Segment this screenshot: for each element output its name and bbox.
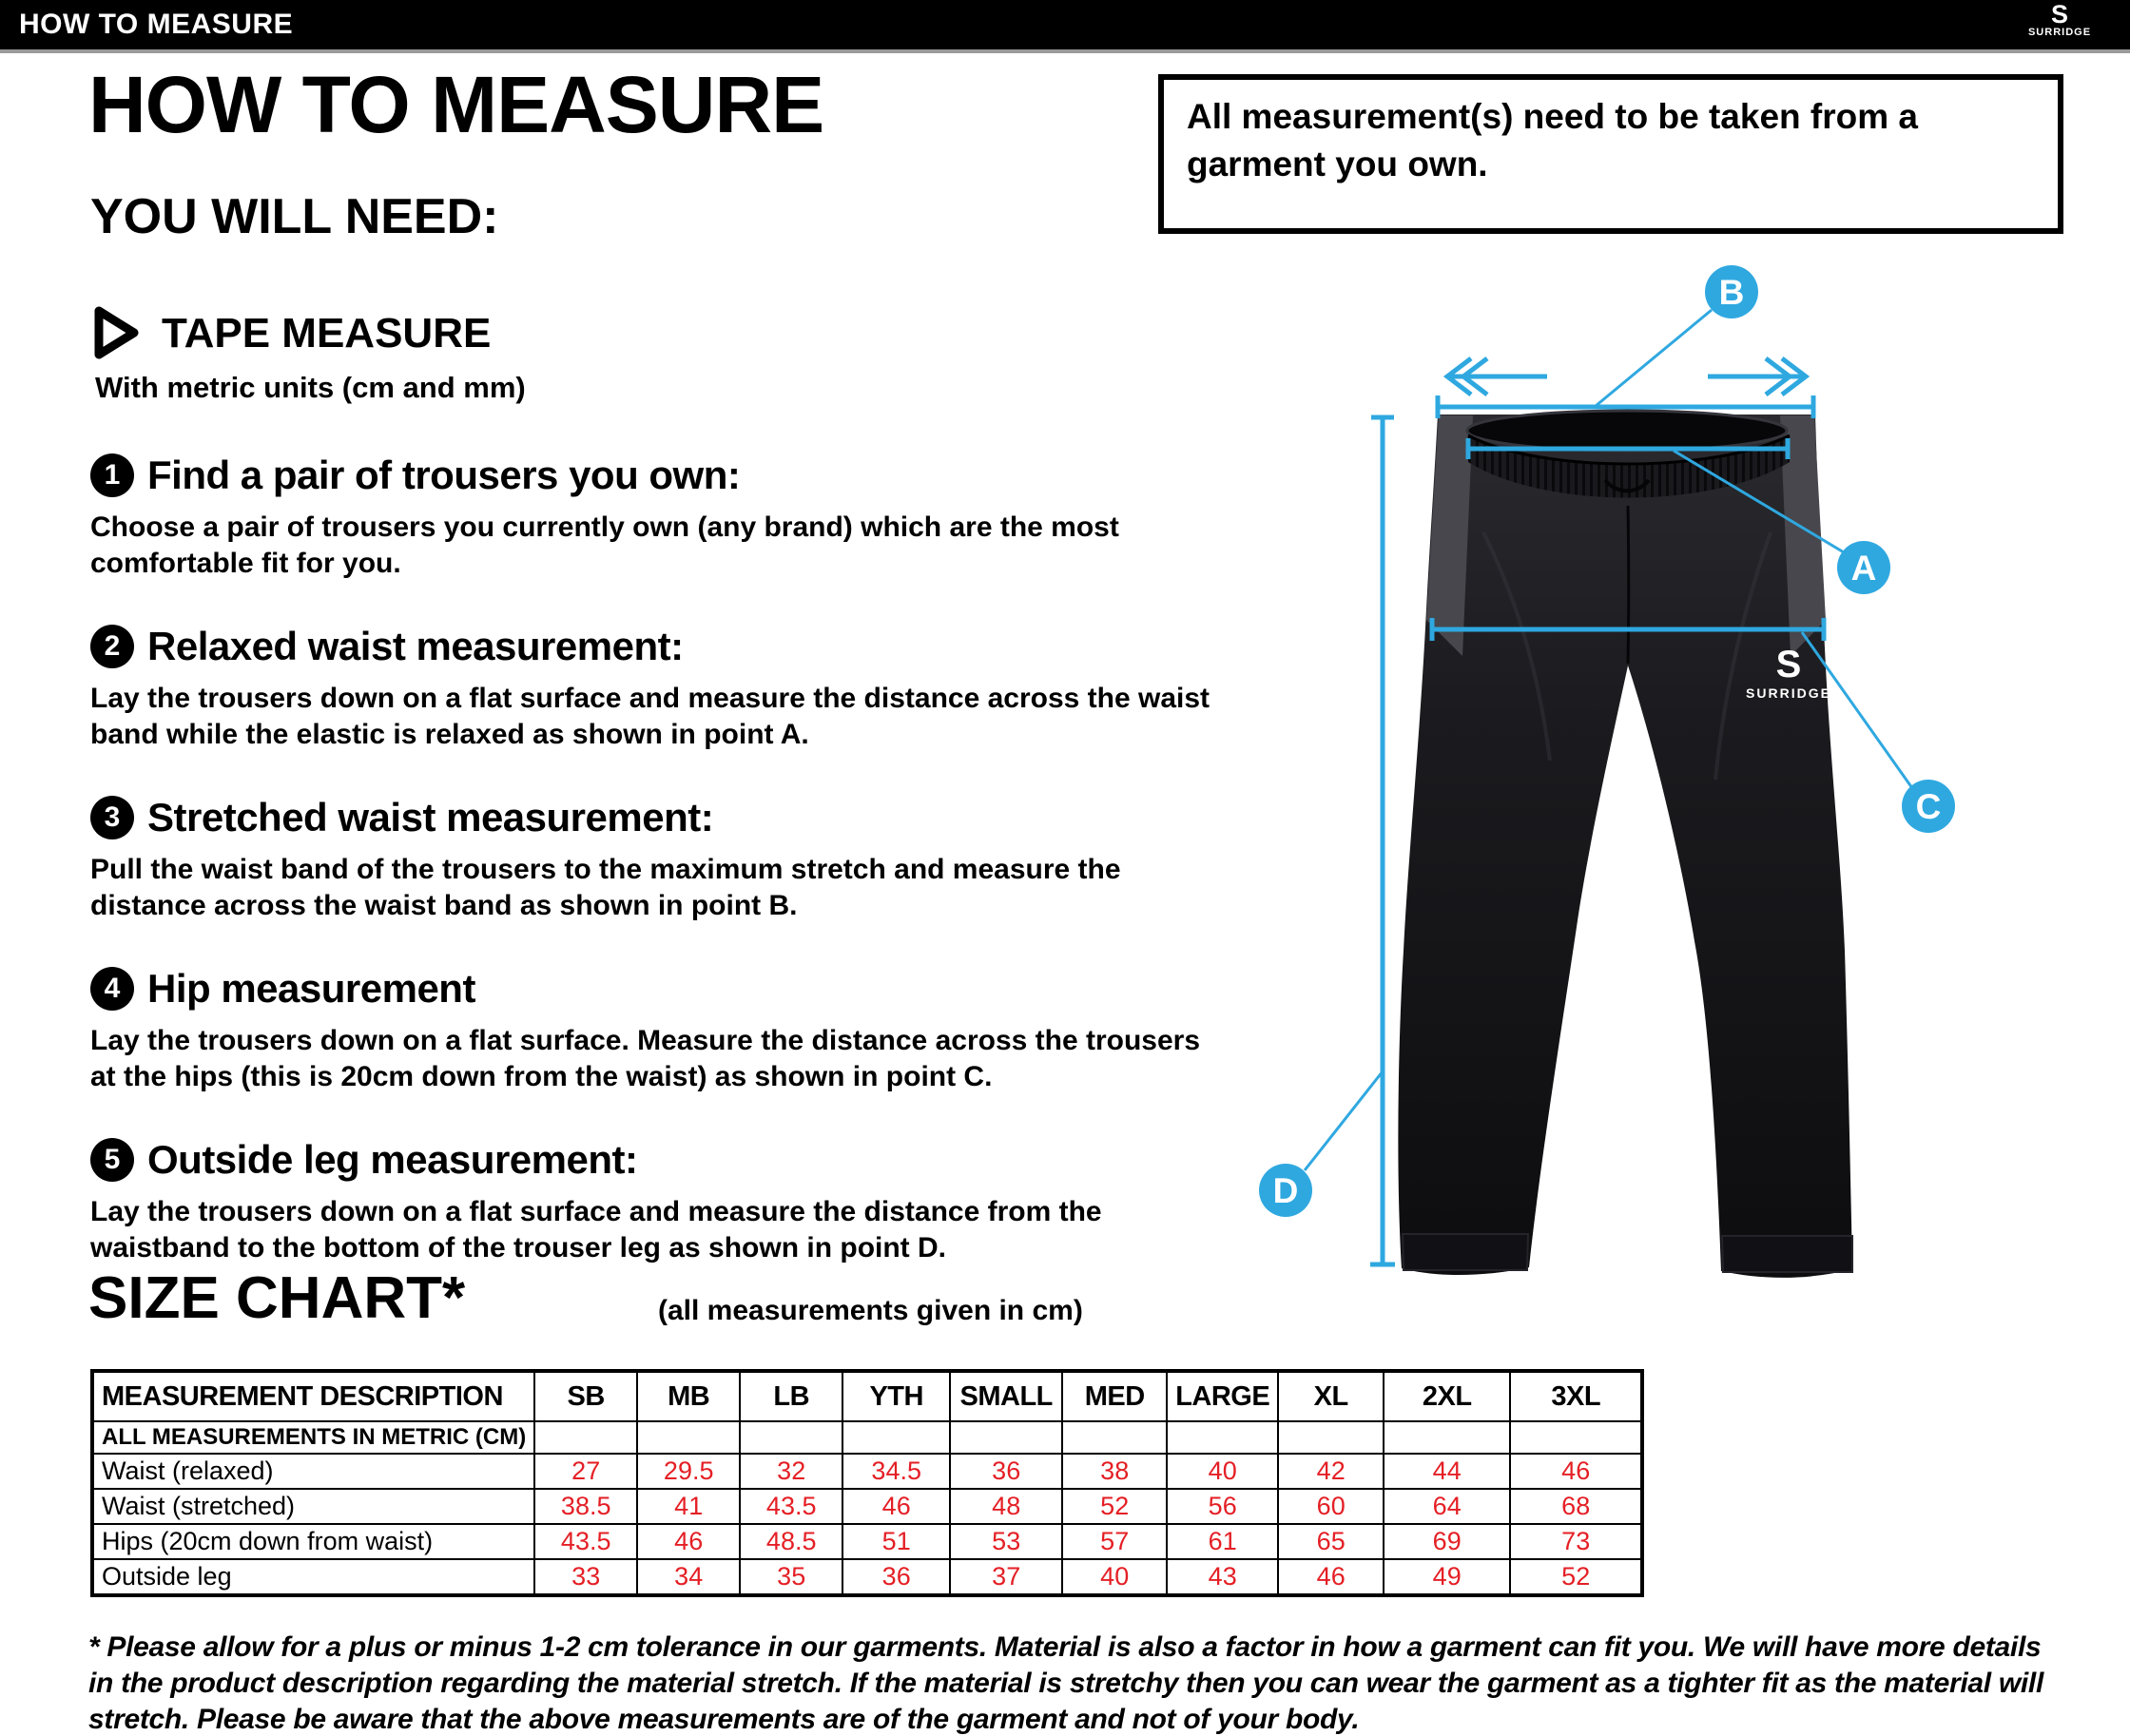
top-bar-title: HOW TO MEASURE [19, 9, 294, 40]
row-label: Outside leg [92, 1559, 534, 1595]
table-row: Outside leg 33 34 35 36 37 40 43 46 49 52 [92, 1559, 1642, 1595]
step-5 [90, 1137, 1288, 1266]
point-d-label: D [1272, 1171, 1299, 1210]
row-label: Hips (20cm down from waist) [92, 1524, 534, 1559]
table-row: Waist (stretched) 38.5 41 43.5 46 48 52 56 60 64 68 [92, 1489, 1642, 1524]
col-3xl: 3XL [1510, 1371, 1642, 1421]
step-1-body: Choose a pair of trousers you currently own (any brand) which are the most comfortable fit for you. [90, 511, 1119, 579]
step-3 [90, 795, 1288, 924]
step-5-title: Outside leg measurement: [147, 1137, 638, 1182]
metric-note: ALL MEASUREMENTS IN METRIC (CM) [92, 1421, 534, 1454]
measurement-note-box [1158, 74, 2063, 234]
step-3-title: Stretched waist measurement: [147, 795, 714, 839]
trousers-measurement-diagram [1223, 238, 2130, 1317]
size-chart-table [90, 1369, 1644, 1597]
svg-text:S: S [1775, 644, 1802, 685]
step-5-number-badge: 5 [90, 1138, 134, 1182]
step-2 [90, 624, 1288, 753]
table-row: Waist (relaxed) 27 29.5 32 34.5 36 38 40 42 44 46 [92, 1454, 1642, 1489]
step-4 [90, 966, 1288, 1095]
row-label: Waist (stretched) [92, 1489, 534, 1524]
step-2-body: Lay the trousers down on a flat surface and measure the distance across the waist band while the elastic is relaxed as shown in point A. [90, 683, 1210, 750]
col-2xl: 2XL [1384, 1371, 1510, 1421]
tolerance-footnote: * Please allow for a plus or minus 1-2 cm tolerance in our garments. Material is also a factor in how a garment can fit you. We will have more details in the product description regarding the material stretch. If the material is stretchy then you can wear the garment as a tighter fit as the material will stretch. Please be aware that the above measurements are of the garment and not of your body. [88, 1631, 2043, 1735]
play-triangle-icon [90, 304, 142, 366]
svg-text:SURRIDGE: SURRIDGE [1746, 685, 1831, 701]
surridge-logo [2003, 2, 2117, 49]
step-1 [90, 453, 1288, 582]
size-chart-title: SIZE CHART* [88, 1265, 466, 1331]
step-1-number-badge: 1 [90, 453, 134, 497]
col-small: SMALL [950, 1371, 1062, 1421]
step-1-title: Find a pair of trousers you own: [147, 453, 741, 497]
row-label: Waist (relaxed) [92, 1454, 534, 1489]
surridge-wordmark: SURRIDGE [2027, 27, 2092, 38]
trousers-image [1398, 411, 1852, 1278]
top-bar [0, 0, 2130, 49]
point-a-label: A [1850, 549, 1877, 588]
step-3-body: Pull the waist band of the trousers to the maximum stretch and measure the distance across the waist band as shown in point B. [90, 854, 1121, 921]
surridge-s-icon: S [2050, 0, 2068, 29]
step-3-number-badge: 3 [90, 796, 134, 839]
step-2-title: Relaxed waist measurement: [147, 624, 684, 668]
tape-measure-detail: With metric units (cm and mm) [95, 371, 526, 404]
col-mb: MB [637, 1371, 740, 1421]
step-4-number-badge: 4 [90, 967, 134, 1011]
col-xl: XL [1278, 1371, 1384, 1421]
page-title: HOW TO MEASURE [88, 60, 824, 149]
col-lb: LB [740, 1371, 842, 1421]
col-large: LARGE [1167, 1371, 1278, 1421]
step-4-body: Lay the trousers down on a flat surface. Measure the distance across the trousers at the hips (this is 20cm down from the waist) as shown in point C. [90, 1025, 1201, 1092]
col-med: MED [1062, 1371, 1167, 1421]
col-measurement-description: MEASUREMENT DESCRIPTION [92, 1371, 534, 1421]
point-c-label: C [1915, 787, 1942, 826]
table-header-row [92, 1371, 1642, 1421]
col-yth: YTH [842, 1371, 950, 1421]
step-2-number-badge: 2 [90, 625, 134, 668]
col-sb: SB [534, 1371, 637, 1421]
step-5-body: Lay the trousers down on a flat surface and measure the distance from the waistband to the bottom of the trouser leg as shown in point D. [90, 1196, 1102, 1263]
metric-note-row [92, 1421, 1642, 1454]
table-row: Hips (20cm down from waist) 43.5 46 48.5 51 53 57 61 65 69 73 [92, 1524, 1642, 1559]
measurement-note-text: All measurement(s) need to be taken from a garment you own. [1187, 97, 1918, 183]
step-4-title: Hip measurement [147, 966, 475, 1011]
tape-measure-label: TAPE MEASURE [162, 310, 492, 357]
you-will-need-heading: YOU WILL NEED: [90, 189, 499, 244]
top-bar-divider [0, 49, 2130, 53]
point-b-label: B [1718, 273, 1745, 312]
size-chart-subtitle: (all measurements given in cm) [658, 1295, 1083, 1326]
